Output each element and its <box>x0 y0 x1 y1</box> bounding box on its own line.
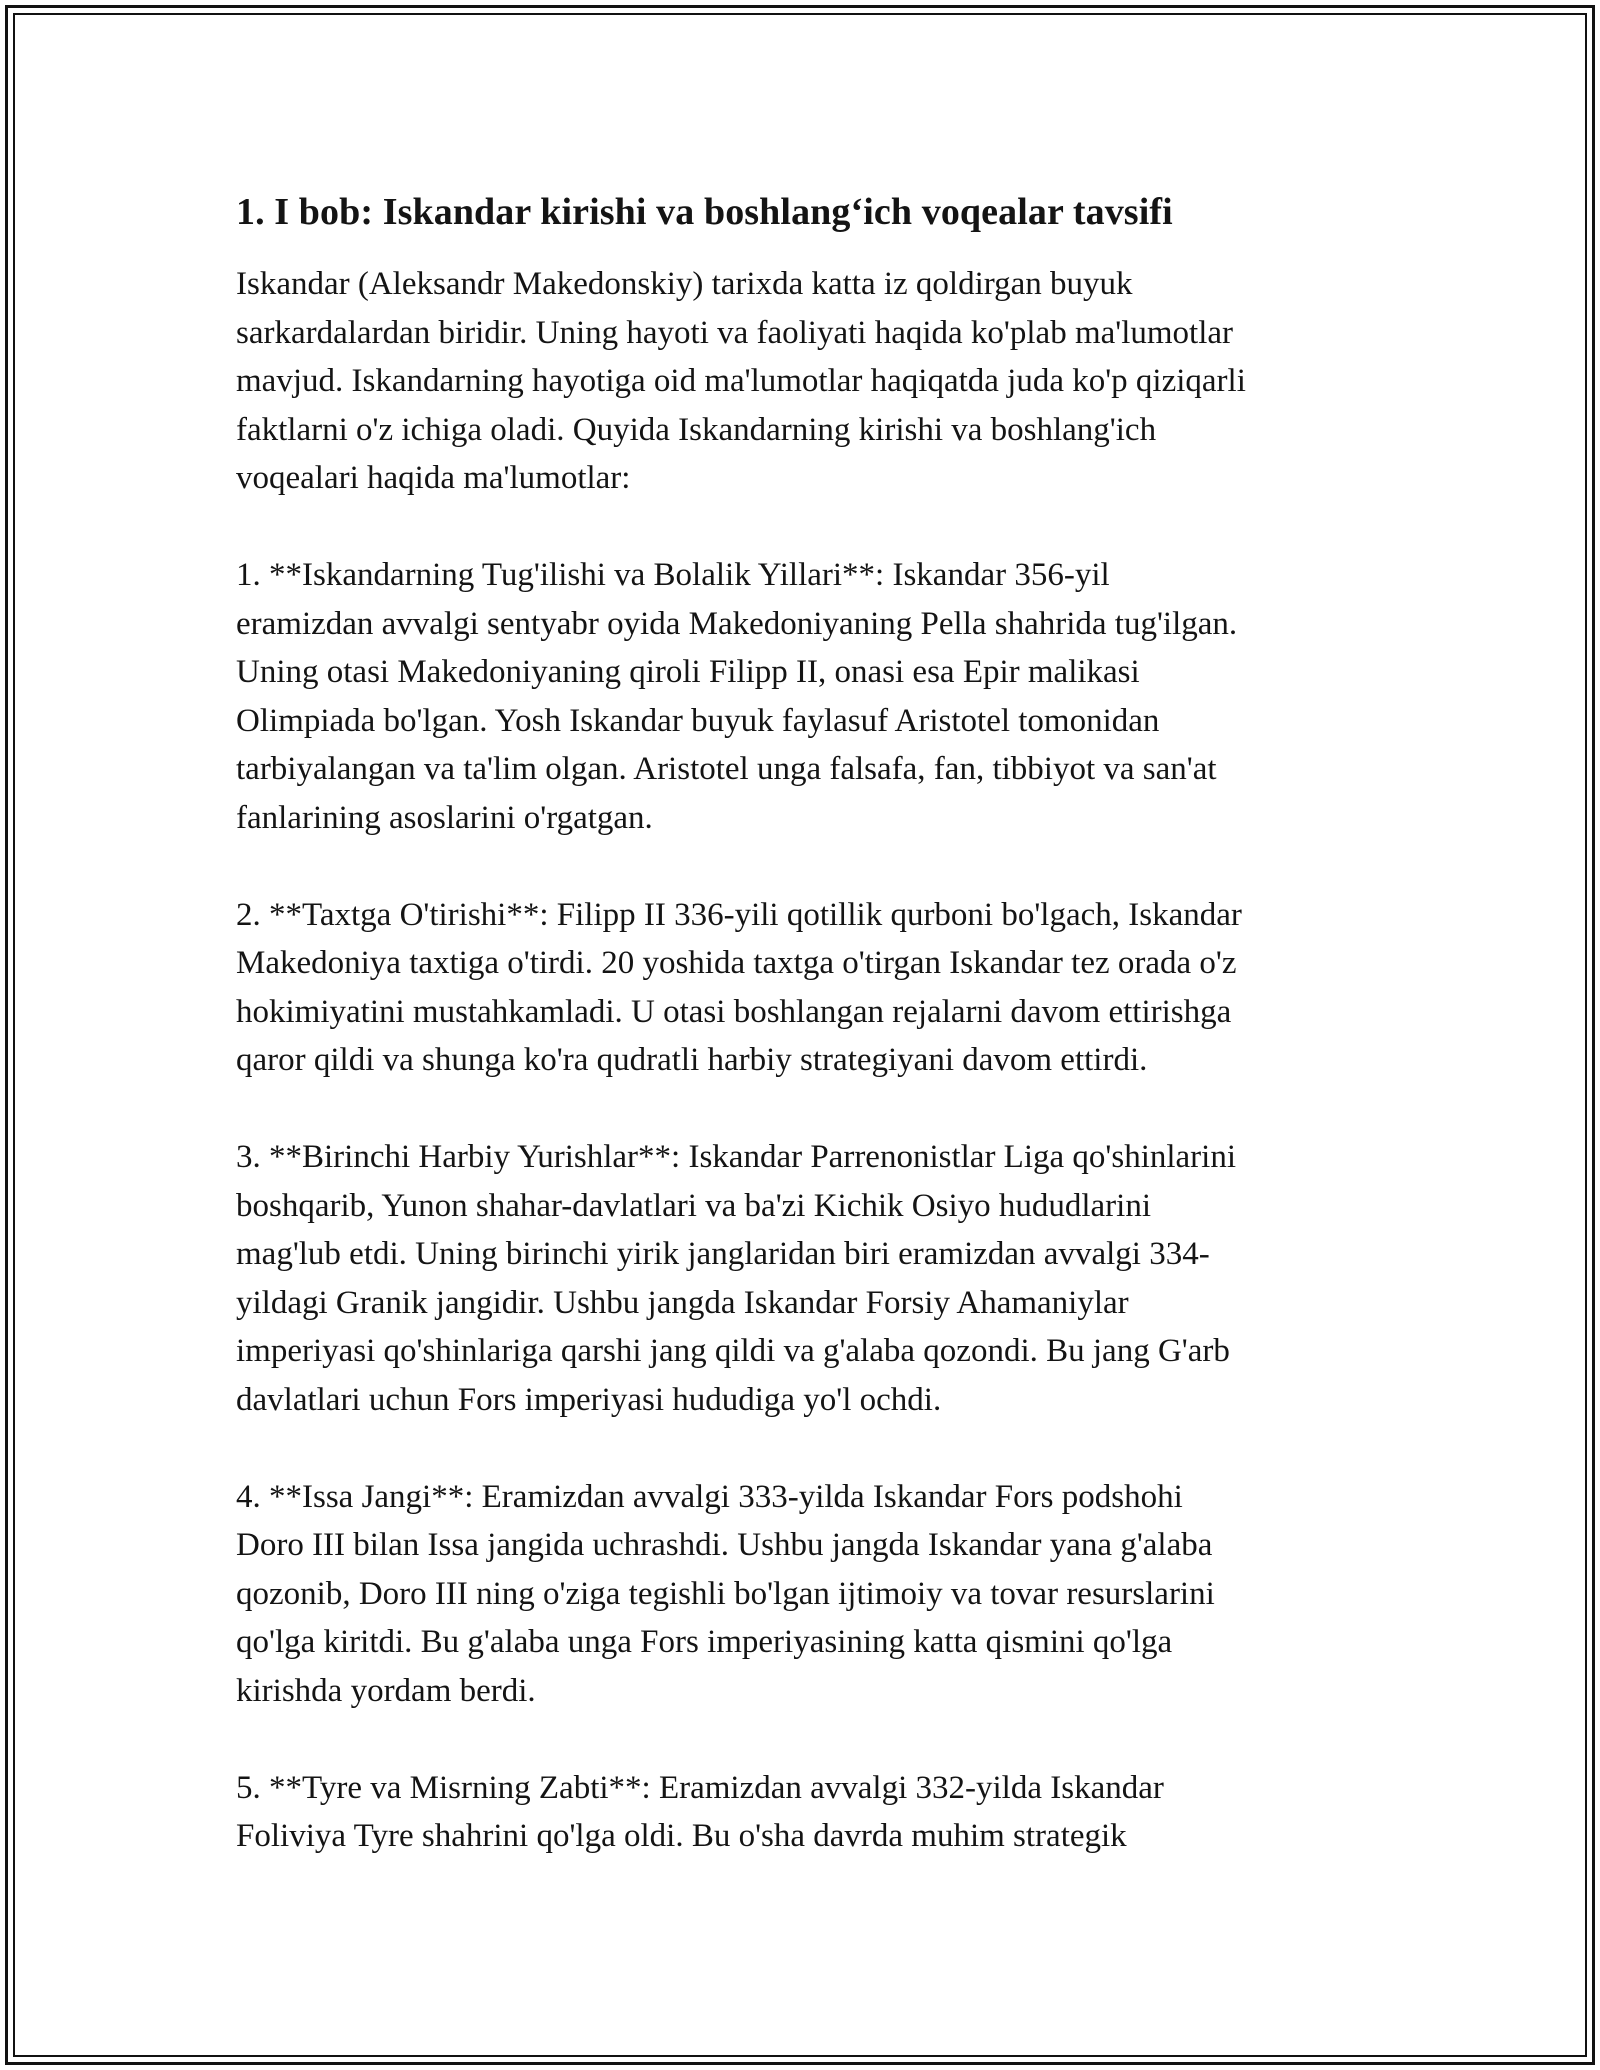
text-line: sarkardalardan biridir. Uning hayoti va faoliyati haqida ko'plab ma'lumotlar <box>236 314 1234 351</box>
text-line: qo'lga kiritdi. Bu g'alaba unga Fors imperiyasining katta qismini qo'lga <box>236 1624 1173 1660</box>
list-item-5 <box>236 1764 1386 1861</box>
text-line: 4. **Issa Jangi**: Eramizdan avvalgi 333-yilda Iskandar Fors podshohi <box>236 1478 1183 1515</box>
text-line: 5. **Tyre va Misrning Zabti**: Eramizdan avvalgi 332-yilda Iskandar <box>236 1769 1164 1806</box>
text-line: hokimiyatini mustahkamladi. U otasi boshlangan rejalarni davom ettirishga <box>236 993 1232 1030</box>
document-body <box>236 186 1386 1861</box>
list-item-4 <box>236 1473 1386 1716</box>
text-line: yildagi Granik jangidir. Ushbu jangda Iskandar Forsiy Ahamaniylar <box>236 1284 1129 1321</box>
text-line: voqealari haqida ma'lumotlar: <box>236 460 631 496</box>
text-line: Uning otasi Makedoniyaning qiroli Filipp II, onasi esa Epir malikasi <box>236 654 1140 690</box>
text-line: qaror qildi va shunga ko'ra qudratli harbiy strategiyani davom ettirdi. <box>236 1042 1148 1078</box>
text-line: faktlarni o'z ichiga oladi. Quyida Iskandarning kirishi va boshlang'ich <box>236 411 1157 448</box>
paragraph-gap <box>236 503 1386 552</box>
list-item-2 <box>236 891 1386 1085</box>
text-line: Foliviya Tyre shahrini qo'lga oldi. Bu o'sha davrda muhim strategik <box>236 1818 1127 1854</box>
text-line: 3. **Birinchi Harbiy Yurishlar**: Iskandar Parrenonistlar Liga qo'shinlarini <box>236 1139 1237 1175</box>
paragraph-gap <box>236 1424 1386 1473</box>
text-line: qozonib, Doro III ning o'ziga tegishli bo'lgan ijtimoiy va tovar resurslarini <box>236 1575 1215 1612</box>
text-line: Olimpiada bo'lgan. Yosh Iskandar buyuk faylasuf Aristotel tomonidan <box>236 702 1160 739</box>
paragraph-gap <box>236 842 1386 891</box>
list-item-1 <box>236 551 1386 842</box>
paragraph-gap <box>236 1715 1386 1764</box>
paragraph-gap <box>236 1085 1386 1134</box>
intro-paragraph <box>236 260 1386 503</box>
text-line: imperiyasi qo'shinlariga qarshi jang qildi va g'alaba qozondi. Bu jang G'arb <box>236 1333 1230 1369</box>
text-line: boshqarib, Yunon shahar-davlatlari va ba'zi Kichik Osiyo hududlarini <box>236 1187 1152 1224</box>
list-item-3 <box>236 1133 1386 1424</box>
text-line: tarbiyalangan va ta'lim olgan. Aristotel unga falsafa, fan, tibbiyot va san'at <box>236 751 1217 787</box>
text-line: eramizdan avvalgi sentyabr oyida Makedoniyaning Pella shahrida tug'ilgan. <box>236 605 1238 642</box>
chapter-heading: 1. I bob: Iskandar kirishi va boshlang‘ich voqealar tavsifi <box>236 191 1173 233</box>
text-line: mag'lub etdi. Uning birinchi yirik janglaridan biri eramizdan avvalgi 334- <box>236 1236 1210 1272</box>
text-line: 1. **Iskandarning Tug'ilishi va Bolalik Yillari**: Iskandar 356-yil <box>236 557 1110 593</box>
text-line: 2. **Taxtga O'tirishi**: Filipp II 336-yili qotillik qurboni bo'lgach, Iskandar <box>236 896 1242 933</box>
text-line: davlatlari uchun Fors imperiyasi hududiga yo'l ochdi. <box>236 1381 942 1418</box>
text-line: Iskandar (Aleksandr Makedonskiy) tarixda katta iz qoldirgan buyuk <box>236 266 1133 302</box>
text-line: mavjud. Iskandarning hayotiga oid ma'lumotlar haqiqatda juda ko'p qiziqarli <box>236 363 1246 399</box>
text-line: Makedoniya taxtiga o'tirdi. 20 yoshida taxtga o'tirgan Iskandar tez orada o'z <box>236 945 1237 981</box>
text-line: fanlarining asoslarini o'rgatgan. <box>236 799 653 836</box>
text-line: kirishda yordam berdi. <box>236 1672 536 1709</box>
text-line: Doro III bilan Issa jangida uchrashdi. Ushbu jangda Iskandar yana g'alaba <box>236 1527 1213 1563</box>
